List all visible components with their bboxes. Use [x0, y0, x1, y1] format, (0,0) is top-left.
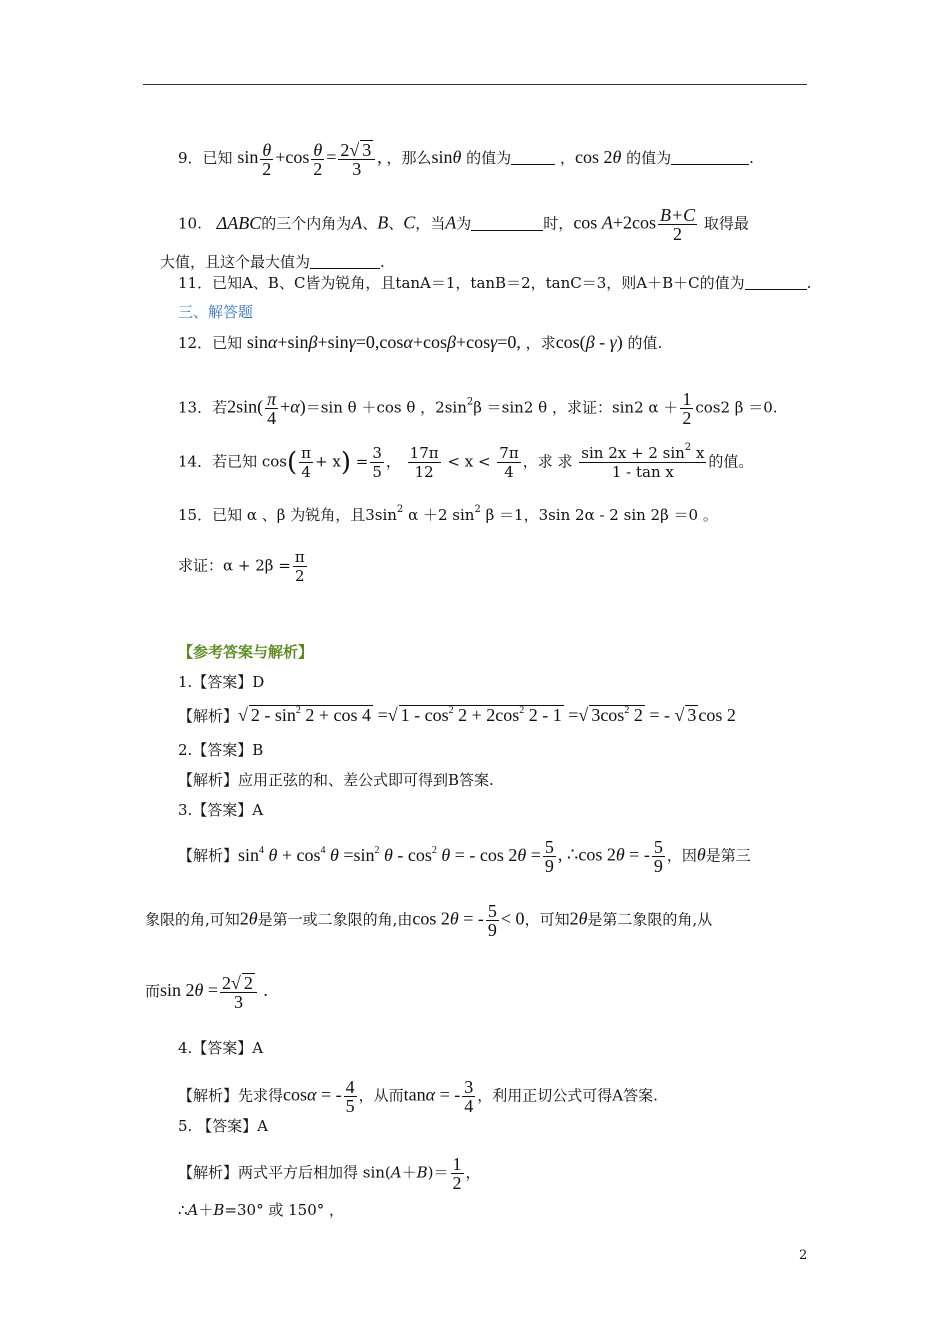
answer-3-explanation: 【解析】$\sin^4 \theta + \cos^4 \theta =\sin^2$ θ - $\cos^2 \theta$ = - cos 2θ = $\frac{5}{9}$ , ∴cos 2θ = - $\frac{5}{9}$ ，因θ是第三 — [178, 837, 751, 876]
header-rule — [143, 84, 807, 85]
page-number: 2 — [799, 1248, 808, 1263]
question-15-prove: 求证：α + 2β = $\frac{\pi}{2}$ — [178, 548, 305, 585]
answer-2-explanation: 【解析】应用正弦的和、差公式即可得到B答案. — [178, 771, 494, 789]
answer-1: 1.【答案】D — [178, 673, 265, 691]
question-13: 13．若2sin( $\frac{\pi}{4}$ +α)＝sin θ ＋cos θ ，$2\sin^2\beta =\sin 2$ θ ，求证：sin2 α ＋ $\frac{1}{2}$ cos2 β ＝0. — [178, 389, 778, 428]
question-11: 11．已知A、B、C皆为锐角，且tanA＝1，tanB＝2，tanC＝3，则A＋B＋C的值为 . — [178, 274, 812, 292]
question-9: 9．已知 sin $\frac{\theta}{2}$ +cos $\frac{\theta}{2}$ = $\frac{2√ 3}{3}$ , ，那么sinθ 的值为 ，cos 2θ 的值为 . — [178, 139, 754, 179]
answer-2: 2.【答案】B — [178, 741, 264, 759]
answer-3-cont: 象限的角,可知2θ是第一或二象限的角,由cos 2θ = - $\frac{5}{9}$ < 0，可知2θ是第二象限的角,从 — [145, 901, 713, 940]
question-14: 14．若已知 cos( $\frac{\pi}{4}$ + x) = $\frac{3}{5}$ ， $\frac{17\pi}{12}$ < x < $\frac{7\pi}{4}$ ，求 求 $\frac{\sin 2x + 2 \sin^2 x}{\text{1 - tan x}}$ 的值。 — [178, 442, 754, 481]
question-12: 12．已知 sinα+sinβ+sinγ=0,cosα+cosβ+cosγ=0, ，求cos(β - γ) 的值. — [178, 332, 663, 352]
answers-header: 【参考答案与解析】 — [178, 643, 314, 661]
answer-5-result: ∴A＋B=30° 或 150° ， — [178, 1201, 345, 1219]
question-15: 15．已知 α 、β 为锐角，且$3\sin^2$ α ＋2 $\sin^2 \beta =1$，3sin 2α - 2 sin 2β ＝0 。 — [178, 504, 718, 524]
answer-3-result: 而sin 2θ = $\frac{2√ 2}{3}$ . — [145, 973, 268, 1012]
answer-4: 4.【答案】A — [178, 1039, 264, 1057]
answer-5: 5. 【答案】A — [178, 1117, 268, 1135]
answer-3: 3.【答案】A — [178, 801, 264, 819]
answer-5-explanation: 【解析】两式平方后相加得 sin(A＋B)＝ $\frac{1}{2}$ ， — [178, 1154, 481, 1193]
answer-1-explanation: 【解析】√ $2 - \sin^2 2 + \cos 4$ =√ $1 - \cos^2 2 + 2\cos^2$ 2 - 1 =√ $3\cos^2$ 2 = - √ 3 cos 2 — [178, 705, 736, 725]
section-title-answers-questions: 三、解答题 — [178, 303, 254, 321]
answer-4-explanation: 【解析】先求得cosα = - $\frac{4}{5}$ ，从而tanα = - $\frac{3}{4}$ ，利用正切公式可得A答案. — [178, 1077, 658, 1116]
question-10: 10. ΔABC的三个内角为A、B、C，当A为 时，cos A+2cos $\frac{B+C}{2}$ 取得最 — [178, 205, 749, 244]
question-10-cont: 大值，且这个最大值为 . — [160, 253, 385, 271]
